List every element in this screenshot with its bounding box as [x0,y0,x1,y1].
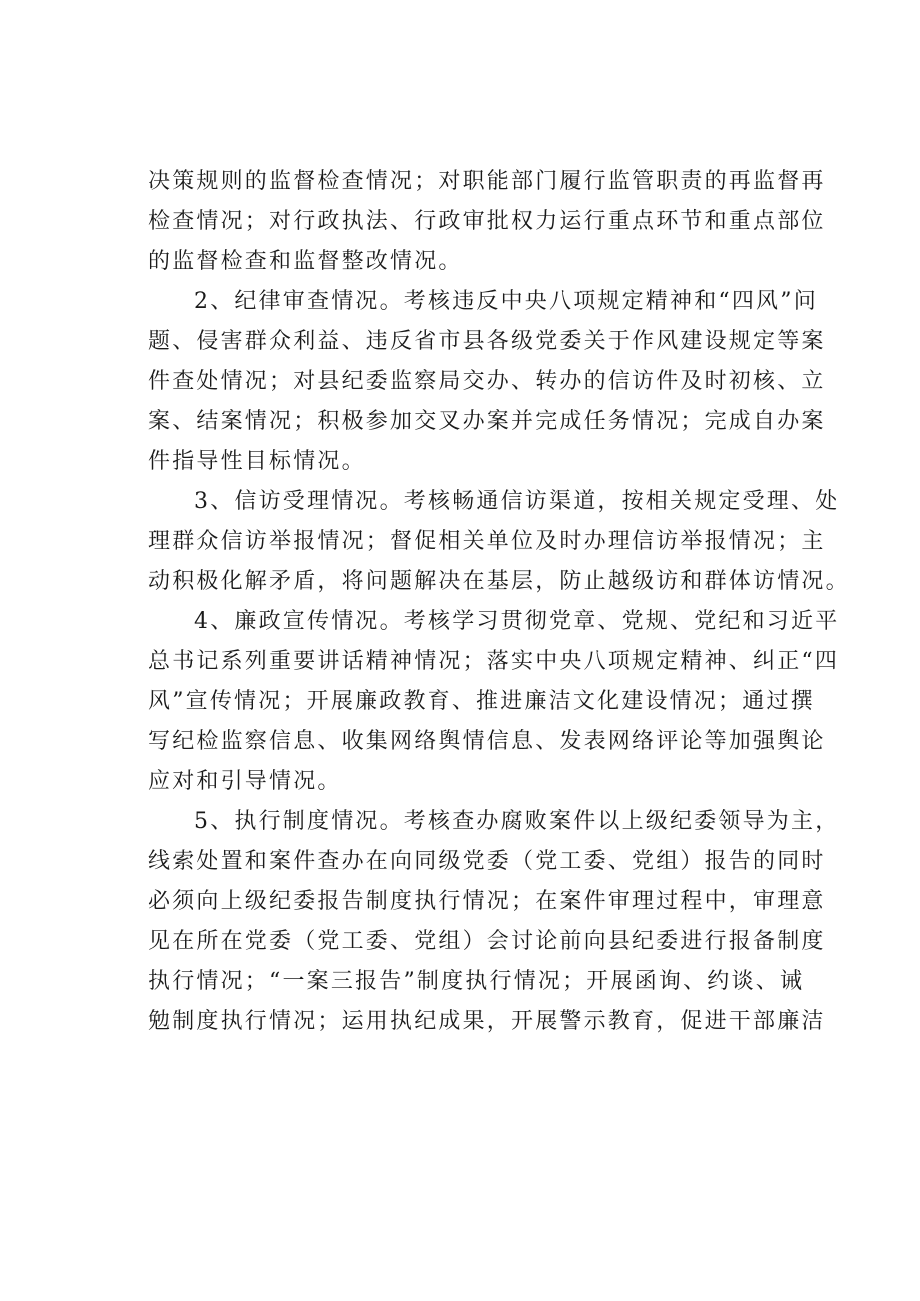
text-line: 必须向上级纪委报告制度执行情况；在案件审理过程中，审理意 [148,889,826,914]
text-line: 勉制度执行情况；运用执纪成果，开展警示教育，促进干部廉洁 [148,1009,826,1034]
text-line: 执行情况；“一案三报告”制度执行情况；开展函询、约谈、诫 [148,969,805,994]
text-line: 风”宣传情况；开展廉政教育、推进廉洁文化建设情况；通过撰 [148,689,815,714]
text-line: 检查情况；对行政执法、行政审批权力运行重点环节和重点部位 [148,209,826,234]
text-line: 理群众信访举报情况；督促相关单位及时办理信访举报情况；主 [148,529,826,554]
document-body [148,162,850,1042]
text-line: 决策规则的监督检查情况；对职能部门履行监管职责的再监督再 [148,169,826,194]
text-line: 动积极化解矛盾，将问题解决在基层，防止越级访和群体访情况。 [148,569,850,594]
text-line: 件查处情况；对县纪委监察局交办、转办的信访件及时初核、立 [148,369,826,394]
paragraph-4-first-line: 4、廉政宣传情况。考核学习贯彻党章、党规、党纪和习近平 [194,609,840,634]
text-line: 件指导性目标情况。 [148,449,366,474]
text-line: 线索处置和案件查办在向同级党委（党工委、党组）报告的同时 [148,849,826,874]
text-line: 案、结案情况；积极参加交叉办案并完成任务情况；完成自办案 [148,409,826,434]
text-line: 应对和引导情况。 [148,769,342,794]
text-line: 题、侵害群众利益、违反省市县各级党委关于作风建设规定等案 [148,329,826,354]
paragraph-2-first-line: 2、纪律审查情况。考核违反中央八项规定精神和“四风”问 [194,289,818,314]
paragraph-5-first-line: 5、执行制度情况。考核查办腐败案件以上级纪委领导为主， [194,809,840,834]
text-line: 的监督检查和监督整改情况。 [148,249,463,274]
text-line: 总书记系列重要讲话精神情况；落实中央八项规定精神、纠正“四 [148,649,840,674]
text-line: 写纪检监察信息、收集网络舆情信息、发表网络评论等加强舆论 [148,729,826,754]
paragraph-3-first-line: 3、信访受理情况。考核畅通信访渠道，按相关规定受理、处 [194,489,840,514]
text-line: 见在所在党委（党工委、党组）会讨论前向县纪委进行报备制度 [148,929,826,954]
